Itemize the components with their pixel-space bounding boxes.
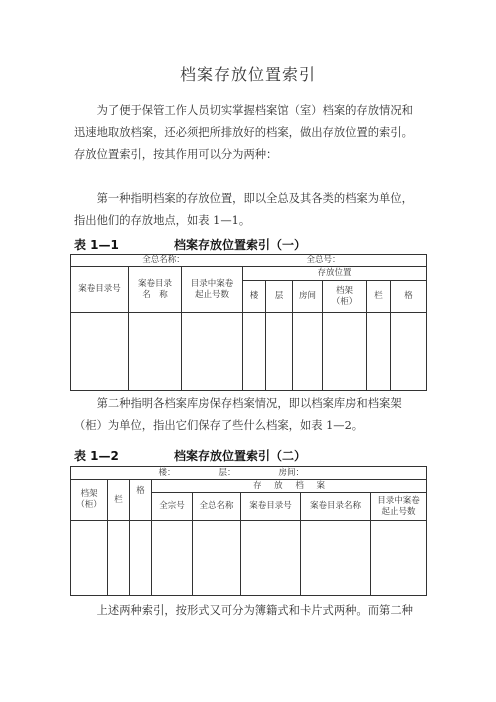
table2-caption [74,447,424,464]
table1-header-cell: 格 [391,281,427,313]
table2-header-shelf-line1: 档架 [80,489,98,499]
table2-number: 表 1—2 [74,449,119,463]
table2-title: 档案存放位置索引（二） [174,449,307,463]
table2-header-catalog-name: 案卷目录名称 [301,493,371,521]
table2-building-label: 楼： [158,467,176,478]
table2-header-range [371,493,427,521]
table1-header-range-line1: 目录中案卷 [190,278,234,289]
table2-empty-cell [371,521,427,596]
table1-empty-cell [182,313,243,391]
table1-empty-cell [293,313,323,391]
table1-header-catalog-name-line2: 名 称 [142,289,168,300]
table1-header-shelf-line1: 档架 [335,285,353,296]
paragraph-type-two: 第二种指明各档案库房保存档案情况，即以档案库房和档案架（柜）为单位，指出它们保存了些什么档案，如表 1—2。 [74,397,402,432]
table2-room-label: 房间： [278,467,305,478]
table2-empty-cell [108,521,130,596]
table1-caption [74,236,424,253]
document-title: 档案存放位置索引 [179,65,316,84]
table2-empty-cell [152,521,193,596]
table2-header-shelf [71,480,108,521]
table1-fonds-name-label: 全总名称： [142,255,185,265]
table1-header-catalog-name-line1: 案卷目录 [137,278,172,289]
table2-empty-cell [130,521,152,596]
table1-empty-cell [243,313,266,391]
table2-header-catalog-no: 案卷目录号 [241,493,301,521]
table2-empty-cell [301,521,371,596]
table2-header-fonds-name: 全总名称 [193,493,241,521]
paragraph-type-one: 第一种指明档案的存放位置，即以全总及其各类的档案为单位，指出他们的存放地点，如表 1—1。 [74,192,413,227]
table2-header-stored: 存 放 档 案 [152,480,427,493]
table2-empty-cell [193,521,241,596]
table1 [70,254,427,391]
table2-header-range-line1: 目录中案卷 [377,495,420,506]
table1-header-shelf-line2: （柜） [331,296,358,307]
table1-header-shelf [323,281,367,313]
table1-empty-cell [266,313,293,391]
table1-header-building: 楼 [243,281,266,313]
table1-header-catalog-no: 案卷目录号 [71,267,129,313]
paragraph-intro: 为了便于保管工作人员切实掌握档案馆（室）档案的存放情况和迅速地取放档案，还必须把所排放好的档案，做出存放位置的索引。存放位置索引，按其作用可以分为两种： [74,104,413,161]
table1-empty-cell [129,313,182,391]
table2-header-range-line2: 起止号数 [381,506,416,517]
table2-floor-label: 层： [218,467,236,478]
table1-header-range-line2: 起止号数 [194,289,229,300]
table2-empty-cell [241,521,301,596]
table2 [70,466,427,596]
table2-header-shelf-line2: （柜） [76,500,102,510]
table1-empty-cell [71,313,129,391]
table1-fonds-no-label: 全总号： [306,255,341,265]
table2-empty-cell [71,521,108,596]
table2-header-fonds-no: 全宗号 [152,493,193,521]
table1-empty-cell [391,313,427,391]
table1-empty-cell [367,313,391,391]
table1-header-room: 房间 [293,281,323,313]
table1-header-catalog-name [129,267,182,313]
table1-header-column: 栏 [367,281,391,313]
table1-header-location: 存放位置 [243,267,427,281]
table1-empty-row [71,313,427,391]
paragraph-forms: 上述两种索引，按形式又可分为簿籍式和卡片式两种。而第二种 [96,604,413,617]
table2-header-column: 栏 [108,480,130,521]
table1-header-floor: 层 [266,281,293,313]
table1-fonds-row [71,255,427,267]
table1-empty-cell [323,313,367,391]
table1-number: 表 1—1 [74,238,119,252]
table1-header-range [182,267,243,313]
table2-location-row [71,467,427,480]
table2-header-cell: 格 [130,480,152,521]
table1-title: 档案存放位置索引（一） [174,238,307,252]
table2-empty-row [71,521,427,596]
